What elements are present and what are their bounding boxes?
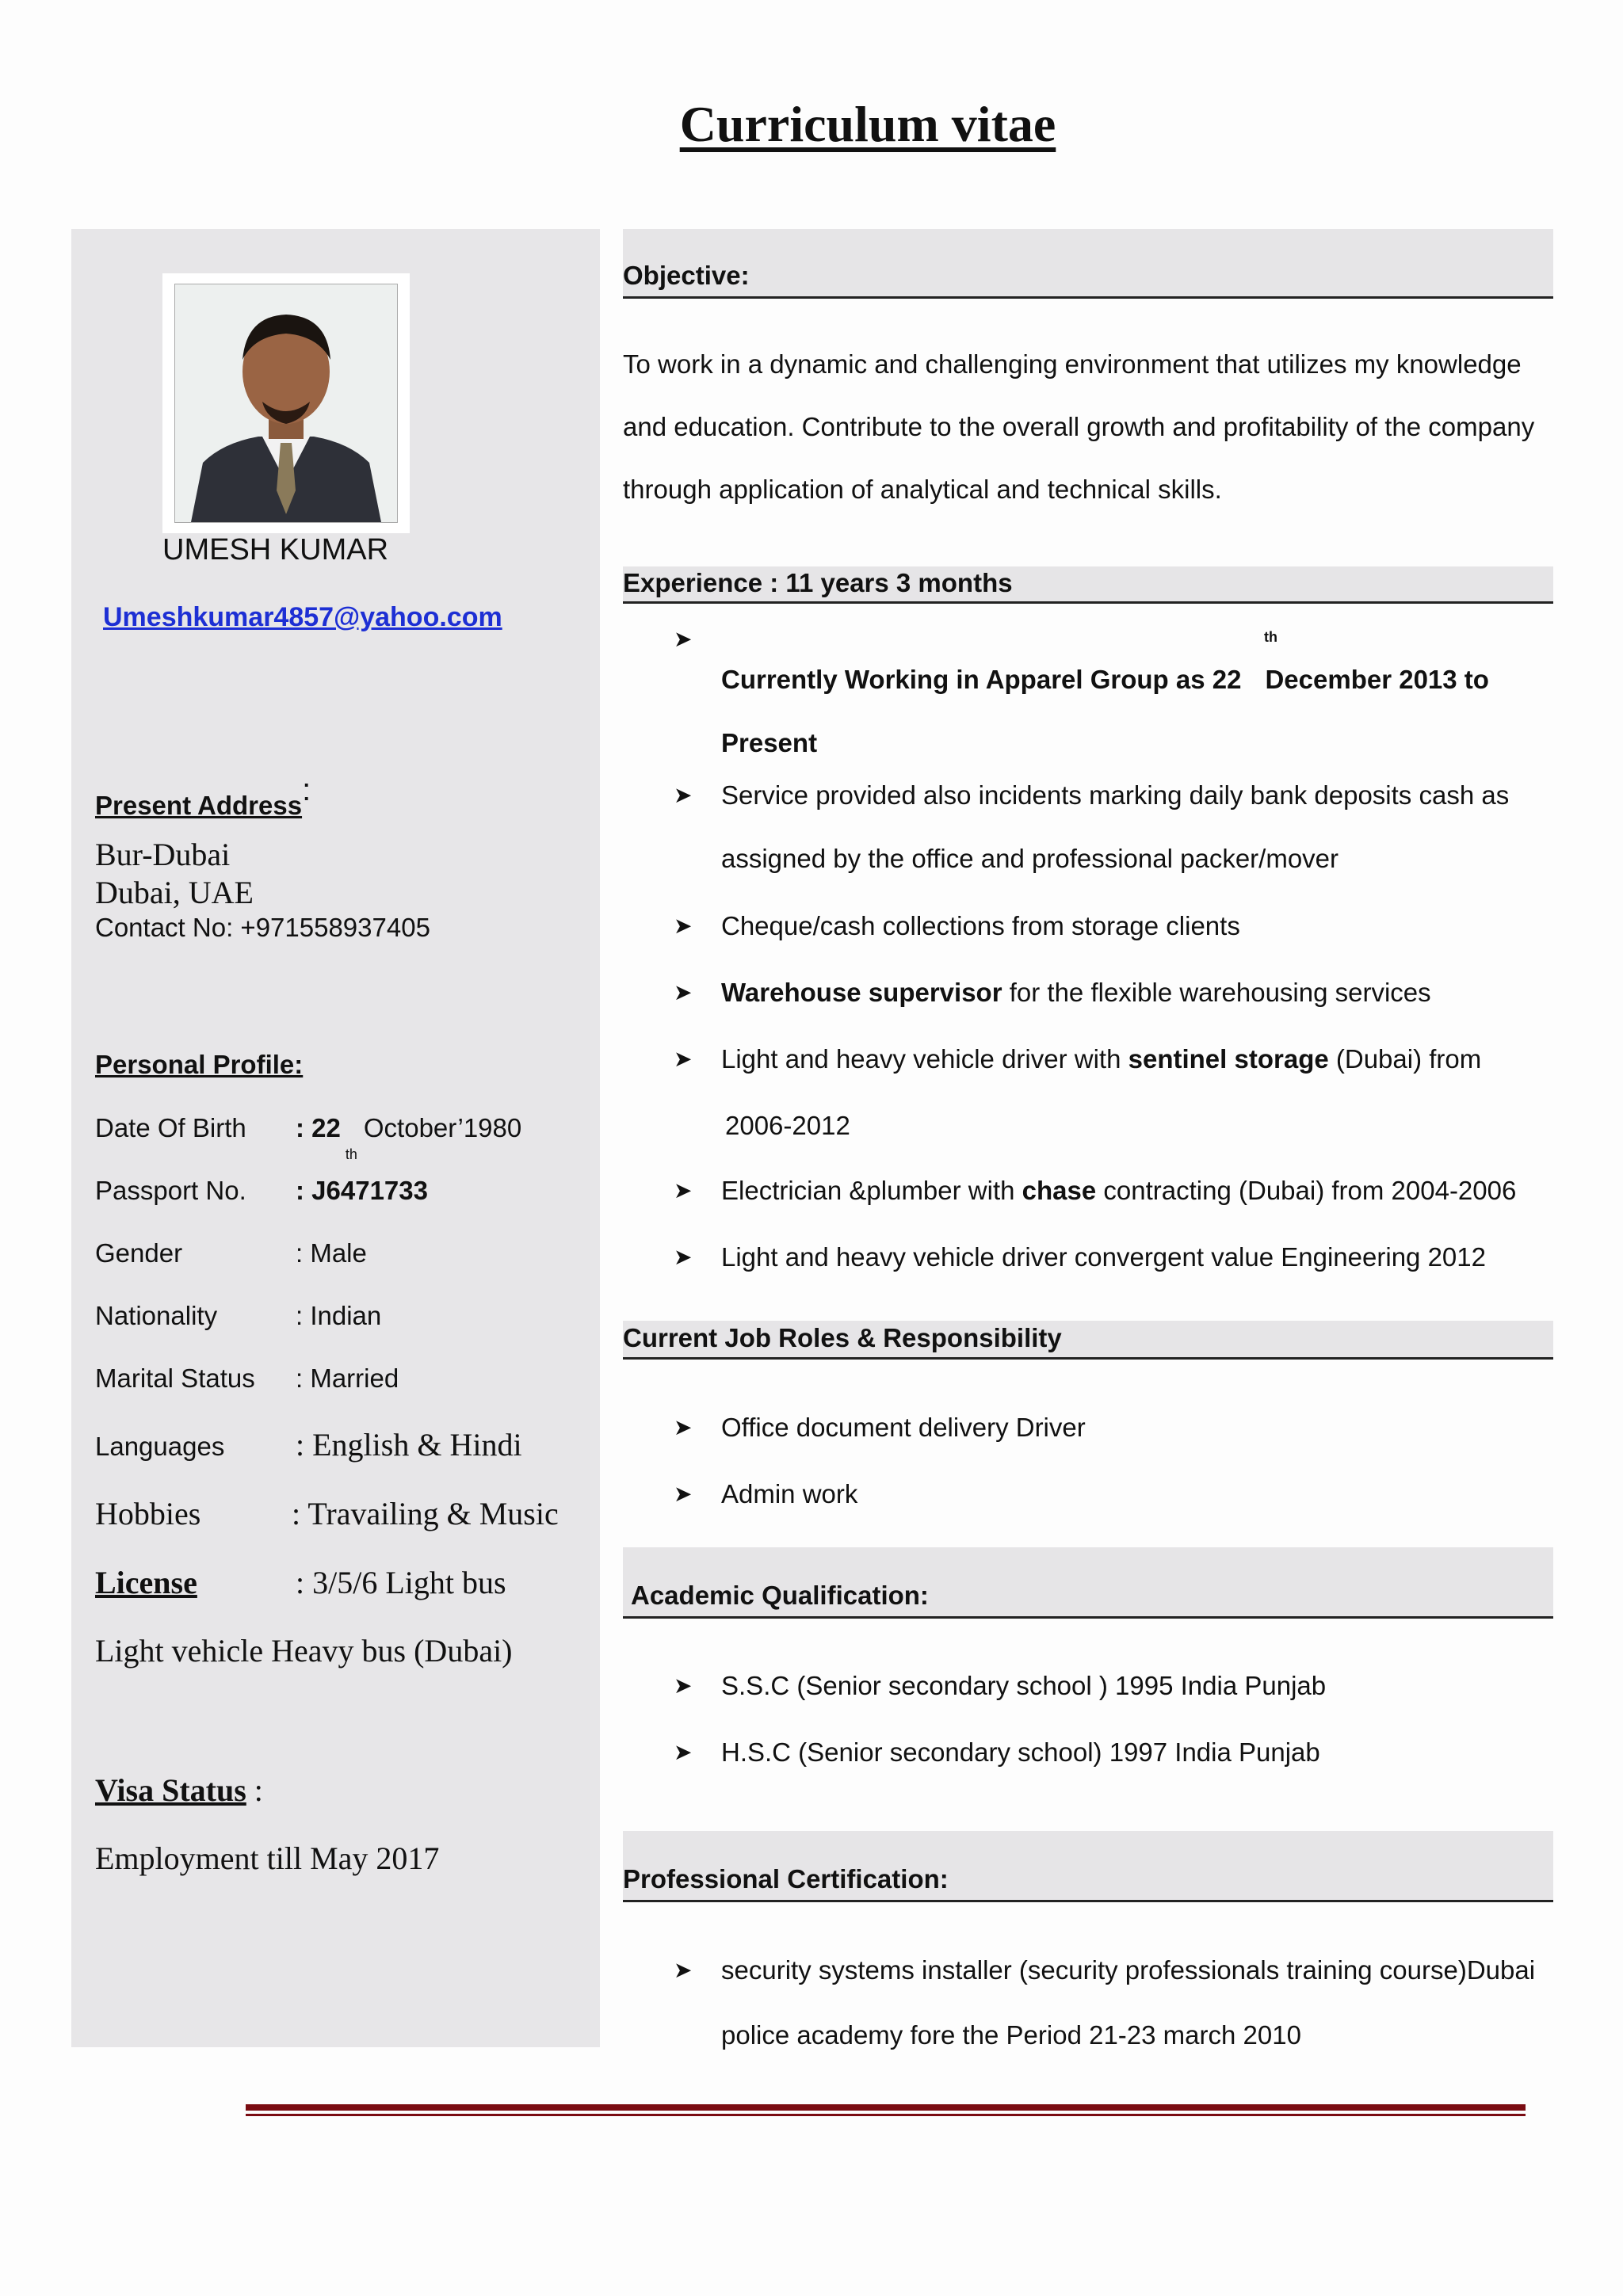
personal-profile-heading: Personal Profile: (95, 1050, 304, 1079)
experience-current-b: December 2013 to Present (721, 665, 1489, 757)
arrow-bullet-icon: ➤ (674, 980, 693, 1005)
profile-photo (174, 284, 398, 523)
experience-item-text: contracting (Dubai) from 2004-2006 (1096, 1176, 1517, 1205)
arrow-bullet-icon: ➤ (674, 913, 693, 938)
hobbies-value: : Travailing & Music (292, 1496, 559, 1531)
languages-value: : English & Hindi (296, 1427, 522, 1463)
role-item-text: Admin work (721, 1479, 858, 1508)
list-item (674, 626, 1561, 764)
email-link[interactable]: Umeshkumar4857@yahoo.com (103, 602, 502, 632)
academic-item-text: H.S.C (Senior secondary school) 1997 India Punjab (721, 1737, 1320, 1767)
experience-item-bold: Warehouse supervisor (721, 978, 1002, 1007)
certification-heading (623, 1831, 1553, 1902)
list-item (674, 1654, 1561, 1721)
experience-item-text: for the flexible warehousing services (1002, 978, 1431, 1007)
gender-label: Gender (95, 1238, 183, 1268)
list-item (674, 961, 1561, 1028)
academic-heading (623, 1547, 1553, 1619)
roles-heading (623, 1321, 1553, 1360)
dob-prefix: : 22 (296, 1113, 341, 1142)
experience-item-text: Cheque/cash collections from storage clients (721, 911, 1240, 940)
address-colon: : (302, 772, 311, 807)
experience-current-role (721, 648, 1561, 775)
list-item (674, 1721, 1561, 1787)
arrow-bullet-icon: ➤ (674, 627, 693, 651)
list-item (674, 1028, 1561, 1094)
nationality-label: Nationality (95, 1301, 218, 1330)
roles-heading-text: Current Job Roles & Responsibility (623, 1323, 1062, 1352)
arrow-bullet-icon: ➤ (674, 1740, 693, 1764)
marital-label: Marital Status (95, 1363, 255, 1393)
experience-item-text: (Dubai) from (1328, 1044, 1482, 1074)
experience-item-text: Light and heavy vehicle driver convergent value Engineering 2012 (721, 1242, 1486, 1272)
experience-current-a: Currently Working in Apparel Group as 22 (721, 665, 1242, 694)
address-heading-text: Present Address (95, 791, 303, 820)
experience-date-suffix: th (1264, 629, 1277, 645)
list-item (674, 764, 1561, 894)
footer-rule-thin (246, 2114, 1526, 2116)
experience-heading-text: Experience : 11 years 3 months (623, 568, 1013, 597)
experience-item-text: 2006-2012 (725, 1111, 850, 1140)
arrow-bullet-icon: ➤ (674, 783, 693, 807)
objective-text: To work in a dynamic and challenging environment that utilizes my knowledge and education. Contribute to the overall growth and profitability of the company through application of analytical and technical skills. (623, 349, 1535, 504)
arrow-bullet-icon: ➤ (674, 1673, 693, 1698)
experience-list (674, 626, 1561, 1292)
experience-item-bold: chase (1022, 1176, 1097, 1205)
passport-label: Passport No. (95, 1176, 246, 1205)
license-classes: Light vehicle Heavy bus (Dubai) (95, 1633, 513, 1669)
hobbies-label: Hobbies (95, 1496, 201, 1531)
roles-list (674, 1396, 1561, 1529)
list-item (674, 1159, 1561, 1226)
objective-heading (623, 229, 1553, 299)
objective-heading-text: Objective: (623, 261, 750, 290)
list-item (674, 1226, 1561, 1292)
dob-label: Date Of Birth (95, 1113, 246, 1142)
gender-value: : Male (296, 1238, 367, 1268)
visa-status-heading (95, 1772, 263, 1809)
address-line1: Bur-Dubai (95, 837, 231, 872)
experience-item-text: Electrician &plumber with (721, 1176, 1022, 1205)
dob-month-year: October’1980 (363, 1113, 522, 1142)
contact-number: Contact No: +971558937405 (95, 913, 430, 942)
academic-item-text: S.S.C (Senior secondary school ) 1995 India Punjab (721, 1671, 1327, 1700)
nationality-value: : Indian (296, 1301, 382, 1330)
arrow-bullet-icon: ➤ (674, 1245, 693, 1269)
arrow-bullet-icon: ➤ (674, 1047, 693, 1071)
visa-label: Visa Status (95, 1772, 246, 1808)
experience-item-bold: sentinel storage (1128, 1044, 1329, 1074)
certification-heading-text: Professional Certification: (623, 1864, 949, 1894)
list-item (674, 1094, 1561, 1159)
list-item (674, 1938, 1577, 2068)
academic-heading-text: Academic Qualification: (631, 1581, 929, 1610)
academic-list (674, 1654, 1561, 1787)
visa-status-value: Employment till May 2017 (95, 1840, 440, 1876)
candidate-name: UMESH KUMAR (162, 533, 389, 566)
license-value: : 3/5/6 Light bus (296, 1565, 506, 1600)
role-item-text: Office document delivery Driver (721, 1413, 1086, 1442)
list-item (674, 894, 1561, 961)
certification-item-text: security systems installer (security professionals training course)Dubai police academy fore the Period 21-23 march 2010 (721, 1955, 1536, 2050)
visa-colon: : (246, 1772, 263, 1808)
certification-list (674, 1938, 1561, 2068)
arrow-bullet-icon: ➤ (674, 1415, 693, 1440)
license-label: License (95, 1565, 197, 1600)
list-item (674, 1463, 1561, 1529)
experience-item-text: Light and heavy vehicle driver with (721, 1044, 1128, 1074)
address-line2: Dubai, UAE (95, 875, 254, 910)
passport-value: : J6471733 (296, 1176, 428, 1205)
arrow-bullet-icon: ➤ (674, 1482, 693, 1506)
experience-heading (623, 566, 1553, 604)
document-title: Curriculum vitae (679, 96, 1056, 152)
arrow-bullet-icon: ➤ (674, 1178, 693, 1203)
list-item (674, 1396, 1561, 1463)
experience-item-text: Service provided also incidents marking daily bank deposits cash as assigned by the office and professional packer/mover (721, 780, 1510, 873)
arrow-bullet-icon: ➤ (674, 1958, 693, 1982)
dob-value (296, 1113, 522, 1162)
footer-rule (246, 2104, 1526, 2111)
dob-suffix: th (345, 1146, 357, 1162)
marital-value: : Married (296, 1363, 399, 1393)
address-heading (95, 772, 311, 821)
languages-label: Languages (95, 1432, 225, 1461)
